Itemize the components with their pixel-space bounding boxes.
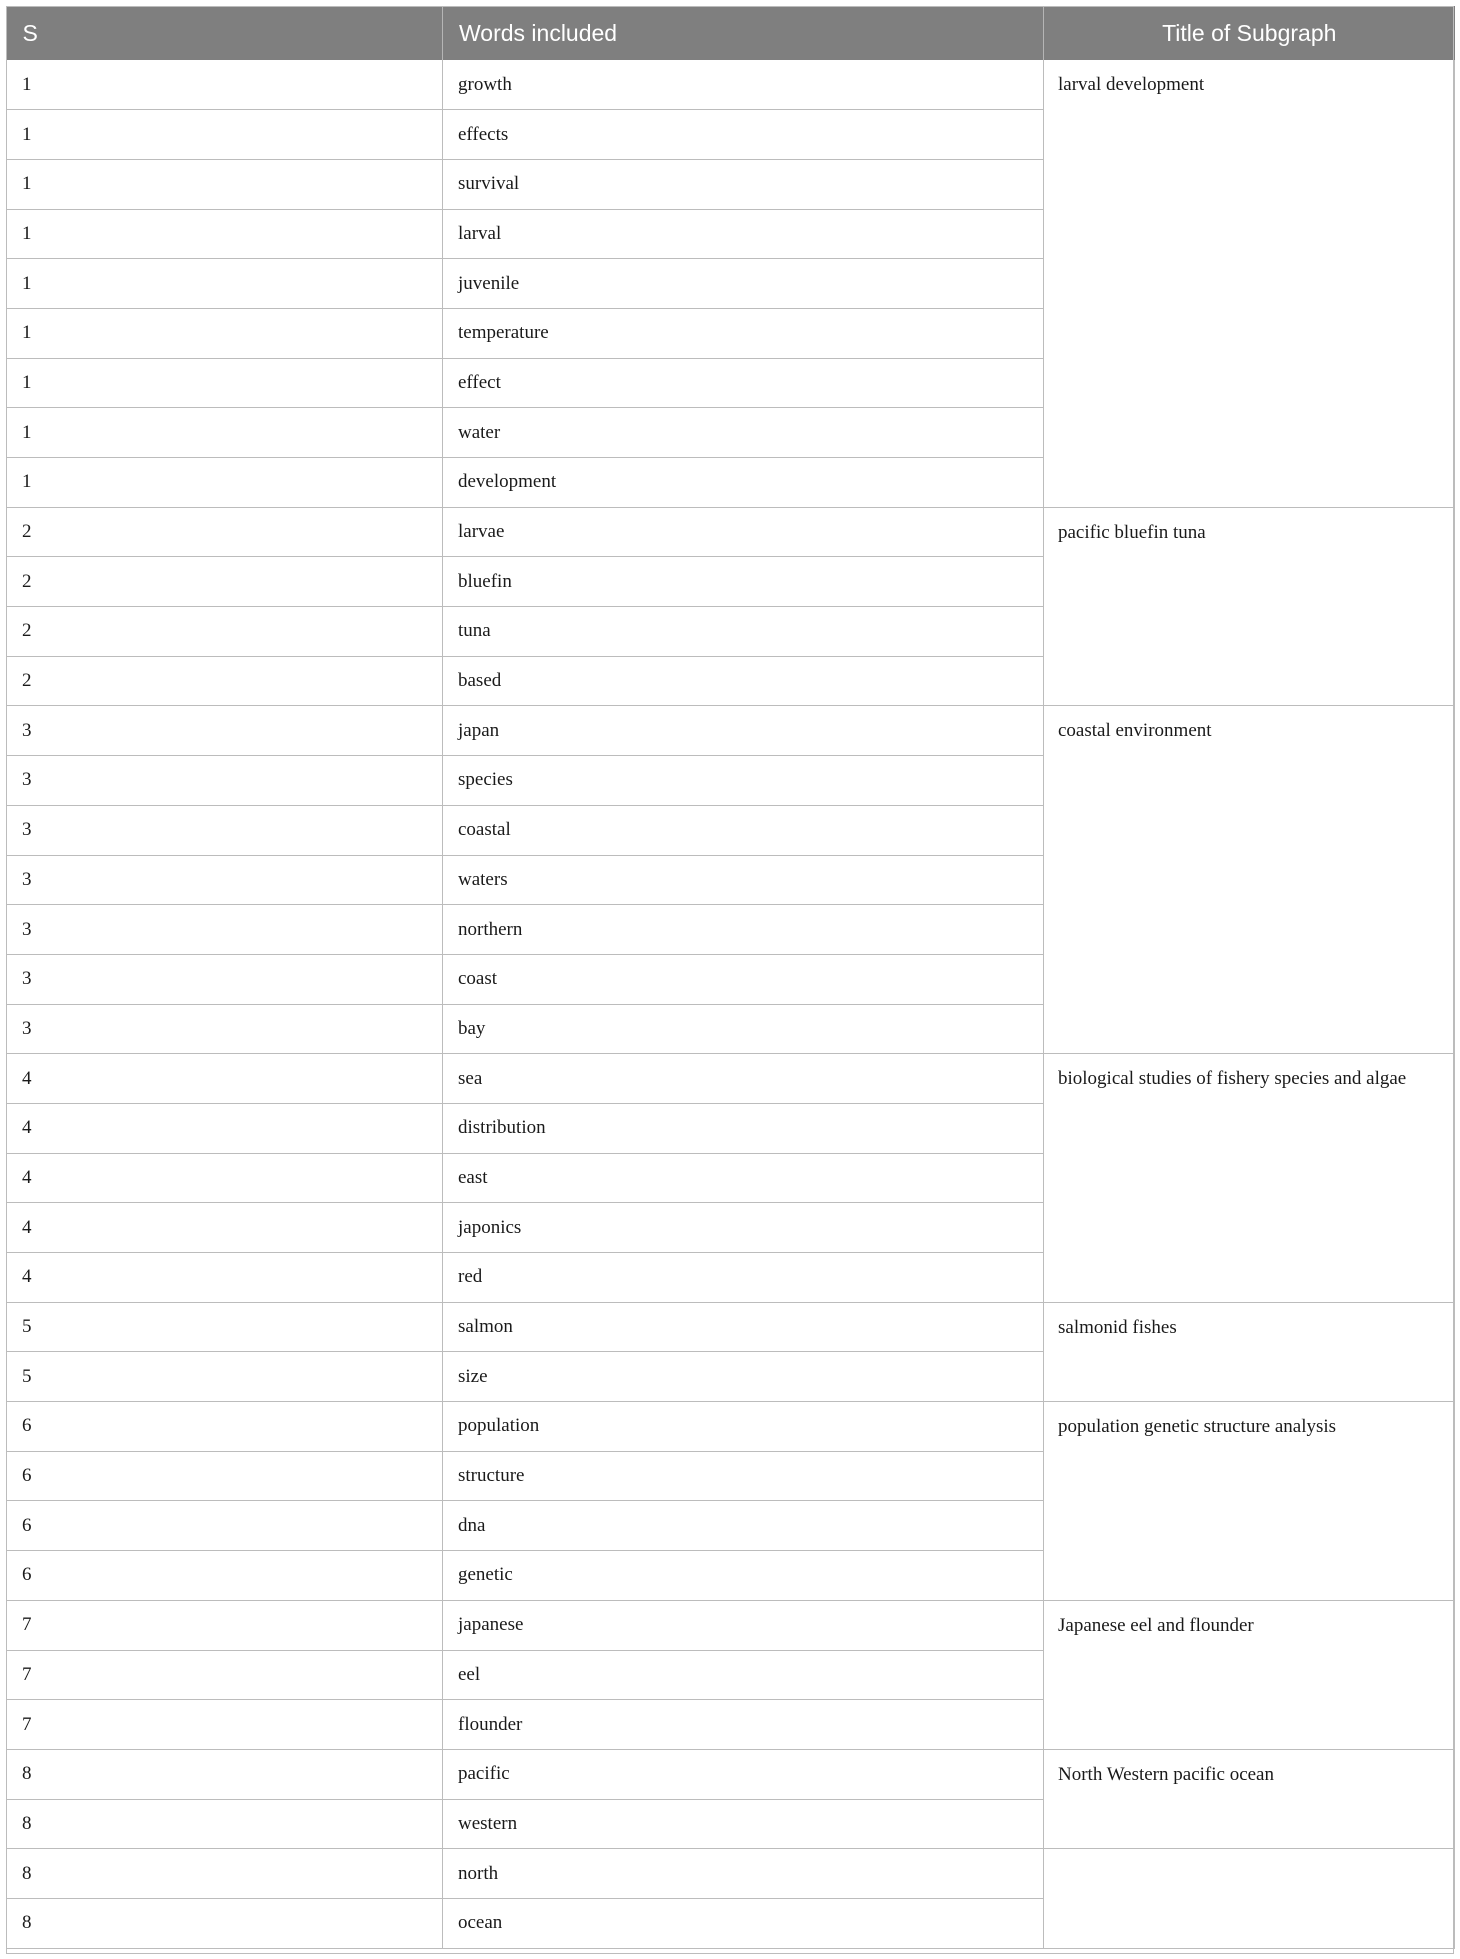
table-header (7, 6, 1455, 60)
cell-s: 1 (7, 358, 443, 408)
cell-word: water (443, 408, 1044, 458)
cell-word: larvae (443, 507, 1044, 557)
header-words-included: Words included (443, 6, 1044, 60)
table-row (7, 60, 1455, 110)
cell-word: northern (443, 905, 1044, 955)
cell-s: 1 (7, 110, 443, 160)
cell-s: 8 (7, 1849, 443, 1899)
cell-s: 3 (7, 706, 443, 756)
cell-word: eel (443, 1650, 1044, 1700)
header-row (7, 6, 1455, 60)
cell-word: effect (443, 358, 1044, 408)
cell-word: sea (443, 1054, 1044, 1104)
cell-word: temperature (443, 308, 1044, 358)
cell-s: 6 (7, 1451, 443, 1501)
cell-subgraph-title: coastal environment (1044, 706, 1455, 1054)
cell-word: japan (443, 706, 1044, 756)
cell-s: 2 (7, 507, 443, 557)
cell-subgraph-title: Japanese eel and flounder (1044, 1600, 1455, 1749)
cell-word: japonics (443, 1203, 1044, 1253)
cell-word: dna (443, 1501, 1044, 1551)
cell-s: 1 (7, 60, 443, 110)
table-row (7, 1749, 1455, 1799)
cell-word: red (443, 1253, 1044, 1303)
cell-word: north (443, 1849, 1044, 1899)
table-row (7, 1600, 1455, 1650)
cell-s: 6 (7, 1402, 443, 1452)
cell-s: 3 (7, 1004, 443, 1054)
cell-word: pacific (443, 1749, 1044, 1799)
subgraph-table (6, 6, 1455, 1949)
header-title-of-subgraph: Title of Subgraph (1044, 6, 1455, 60)
cell-word: size (443, 1352, 1044, 1402)
cell-s: 1 (7, 308, 443, 358)
table-row (7, 1402, 1455, 1452)
cell-s: 3 (7, 954, 443, 1004)
cell-word: tuna (443, 607, 1044, 657)
table-row (7, 1849, 1455, 1899)
cell-subgraph-title: salmonid fishes (1044, 1302, 1455, 1401)
cell-word: distribution (443, 1103, 1044, 1153)
cell-word: bluefin (443, 557, 1044, 607)
cell-word: growth (443, 60, 1044, 110)
cell-s: 4 (7, 1103, 443, 1153)
cell-word: waters (443, 855, 1044, 905)
cell-s: 2 (7, 557, 443, 607)
cell-subgraph-title: larval development (1044, 60, 1455, 507)
table-row (7, 1054, 1455, 1104)
table-row (7, 1302, 1455, 1352)
cell-word: survival (443, 159, 1044, 209)
cell-s: 1 (7, 209, 443, 259)
cell-word: genetic (443, 1551, 1044, 1601)
cell-s: 8 (7, 1799, 443, 1849)
cell-word: coast (443, 954, 1044, 1004)
cell-subgraph-title: pacific bluefin tuna (1044, 507, 1455, 706)
cell-s: 4 (7, 1253, 443, 1303)
cell-word: based (443, 656, 1044, 706)
cell-s: 8 (7, 1749, 443, 1799)
cell-s: 6 (7, 1501, 443, 1551)
cell-s: 3 (7, 756, 443, 806)
cell-word: structure (443, 1451, 1044, 1501)
cell-s: 1 (7, 458, 443, 508)
cell-s: 3 (7, 905, 443, 955)
cell-s: 7 (7, 1700, 443, 1750)
cell-word: ocean (443, 1898, 1044, 1948)
cell-word: juvenile (443, 259, 1044, 309)
cell-word: coastal (443, 805, 1044, 855)
cell-word: population (443, 1402, 1044, 1452)
cell-word: east (443, 1153, 1044, 1203)
cell-word: salmon (443, 1302, 1044, 1352)
table-body (7, 60, 1455, 1948)
cell-word: japanese (443, 1600, 1044, 1650)
cell-subgraph-title: North Western pacific ocean (1044, 1749, 1455, 1848)
header-s: S (7, 6, 443, 60)
cell-s: 8 (7, 1898, 443, 1948)
cell-word: development (443, 458, 1044, 508)
cell-s: 3 (7, 805, 443, 855)
table-row (7, 706, 1455, 756)
cell-s: 4 (7, 1203, 443, 1253)
cell-s: 3 (7, 855, 443, 905)
cell-s: 1 (7, 259, 443, 309)
cell-word: western (443, 1799, 1044, 1849)
cell-subgraph-title: biological studies of fishery species and algae (1044, 1054, 1455, 1302)
cell-subgraph-title: population genetic structure analysis (1044, 1402, 1455, 1601)
cell-word: species (443, 756, 1044, 806)
cell-s: 7 (7, 1600, 443, 1650)
cell-word: bay (443, 1004, 1044, 1054)
cell-s: 4 (7, 1153, 443, 1203)
cell-word: larval (443, 209, 1044, 259)
cell-s: 6 (7, 1551, 443, 1601)
cell-word: flounder (443, 1700, 1044, 1750)
cell-s: 1 (7, 408, 443, 458)
cell-s: 2 (7, 656, 443, 706)
cell-s: 4 (7, 1054, 443, 1104)
cell-word: effects (443, 110, 1044, 160)
cell-s: 5 (7, 1302, 443, 1352)
table-row (7, 507, 1455, 557)
cell-s: 1 (7, 159, 443, 209)
cell-s: 2 (7, 607, 443, 657)
cell-subgraph-title (1044, 1849, 1455, 1948)
cell-s: 5 (7, 1352, 443, 1402)
cell-s: 7 (7, 1650, 443, 1700)
